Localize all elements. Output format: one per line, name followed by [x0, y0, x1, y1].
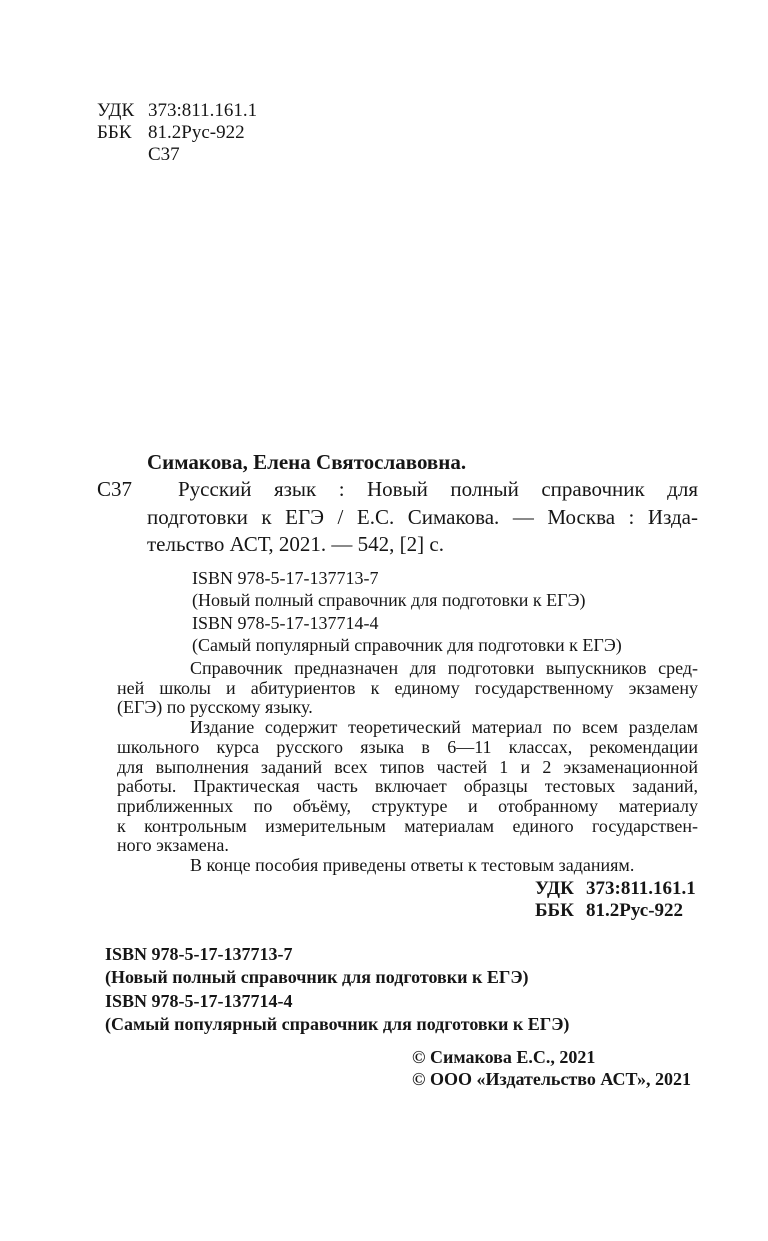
annotation-line: ного экзамена. — [117, 835, 229, 856]
copyright-line: © Симакова Е.С., 2021 — [412, 1047, 596, 1067]
bbk-line — [97, 122, 257, 144]
bottom-classification-codes — [535, 878, 696, 923]
annotation-line: В конце пособия приведены ответы к тестовым заданиям. — [190, 855, 635, 876]
series-line: (Самый популярный справочник для подготовки к ЕГЭ) — [192, 635, 622, 656]
bbk-label: ББК — [97, 122, 132, 143]
catalog-line: Русский язык : Новый полный справочник для — [178, 477, 698, 502]
bbk-line — [535, 900, 696, 922]
catalog-author-sign: С37 — [97, 477, 133, 501]
series-line: (Новый полный справочник для подготовки к ЕГЭ) — [105, 967, 529, 988]
annotation-line: школьного курса русского языка в 6—11 классах, рекомендации — [117, 736, 698, 757]
bbk-value: 81.2Рус-922 — [148, 122, 245, 143]
annotation-line: приближенных по объёму, структуре и отобранному материалу — [117, 795, 698, 816]
udk-line — [97, 100, 257, 122]
annotation-line: к контрольным измерительным материалам единого государствен- — [117, 815, 698, 836]
catalog-card — [147, 449, 698, 559]
series-line: (Самый популярный справочник для подготовки к ЕГЭ) — [105, 1014, 570, 1035]
udk-label: УДК — [535, 878, 574, 899]
annotation-line: работы. Практическая часть включает образцы тестовых заданий, — [117, 776, 698, 797]
author-sign-line — [97, 144, 257, 166]
isbn-line: ISBN 978-5-17-137714-4 — [105, 990, 293, 1011]
isbn-series-block — [192, 567, 622, 657]
top-classification-codes — [97, 100, 257, 166]
catalog-author-heading: Симакова, Елена Святославовна. — [147, 450, 467, 474]
author-sign: С37 — [148, 144, 180, 165]
annotation-line: Справочник предназначен для подготовки выпускников сред- — [190, 658, 698, 678]
bbk-value: 81.2Рус-922 — [586, 900, 684, 922]
catalog-line: тельство АСТ, 2021. — 542, [2] с. — [147, 532, 444, 557]
bbk-label: ББК — [535, 900, 574, 922]
udk-value: 373:811.161.1 — [148, 100, 258, 121]
udk-line — [535, 878, 696, 900]
isbn-line: ISBN 978-5-17-137714-4 — [192, 612, 379, 633]
annotation-line: Издание содержит теоретический материал по всем разделам — [190, 717, 698, 738]
udk-value: 373:811.161.1 — [586, 878, 696, 899]
catalog-line: подготовки к ЕГЭ / Е.С. Симакова. — Москва : Изда- — [147, 504, 698, 529]
annotation-block — [117, 659, 698, 876]
annotation-line: для выполнения заданий всех типов частей 1 и 2 экзаменационной — [117, 756, 698, 777]
isbn-line: ISBN 978-5-17-137713-7 — [105, 944, 293, 964]
isbn-line: ISBN 978-5-17-137713-7 — [192, 568, 379, 588]
copyright-block — [412, 1046, 691, 1091]
annotation-line: (ЕГЭ) по русскому языку. — [117, 697, 313, 718]
series-line: (Новый полный справочник для подготовки к ЕГЭ) — [192, 590, 586, 611]
udk-label: УДК — [97, 100, 135, 121]
isbn-series-block-bold — [105, 943, 569, 1037]
annotation-line: ней школы и абитуриентов к единому государственному экзамену — [117, 677, 698, 698]
copyright-line: © ООО «Издательство АСТ», 2021 — [412, 1069, 692, 1090]
